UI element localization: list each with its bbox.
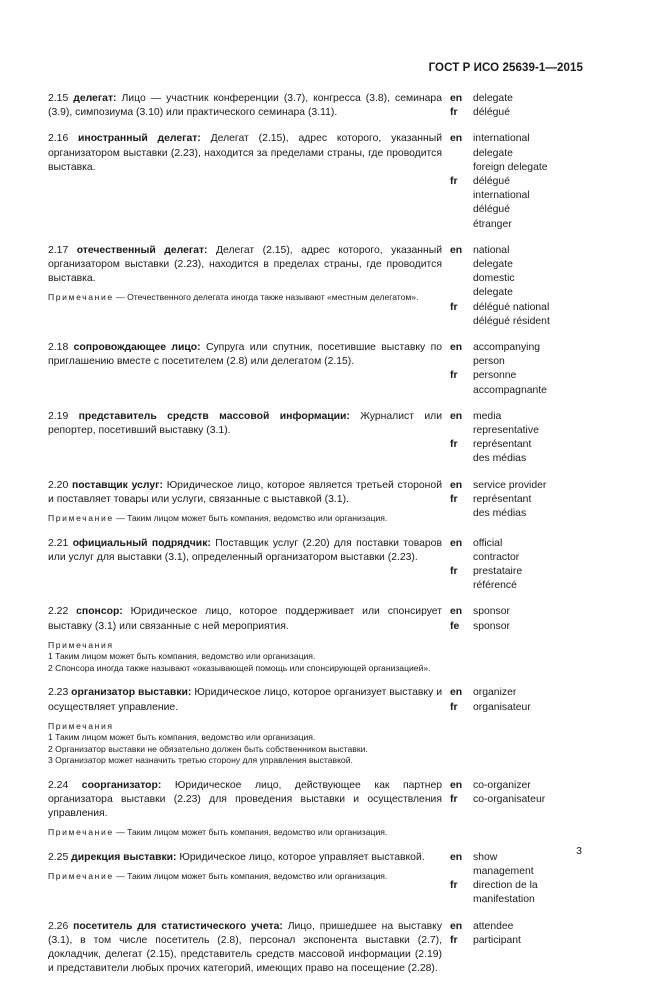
foreign-equivalents: [450, 686, 550, 766]
term-name: соорганизатор:: [81, 779, 162, 791]
foreign-terms: [473, 92, 550, 106]
language-row: [450, 92, 550, 106]
foreign-term: participant: [473, 934, 521, 946]
term-definition-block: [48, 410, 442, 467]
term-definition: Делегат (2.15), адрес которого, указанный организатором выставки (2.23), находится в пределах страны, где проводится выставка.: [48, 244, 443, 285]
language-code: en: [450, 133, 463, 145]
language-row: [450, 537, 550, 565]
definition-paragraph: [48, 92, 442, 120]
language-code: en: [450, 851, 463, 863]
foreign-term: délégué international: [473, 176, 530, 202]
foreign-term: accompanying person: [473, 342, 541, 368]
definition-paragraph: [48, 537, 442, 565]
foreign-term: service provider: [473, 479, 547, 491]
foreign-term: délégué: [473, 107, 510, 119]
term-definition: Поставщик услуг (2.20) для поставки товаров или услуг для выставки (3.1), определенный организатором выставки (2.23).: [48, 537, 442, 563]
notes-label: Примечания: [48, 720, 114, 731]
note-label: Примечание: [48, 827, 114, 838]
term-name: официальный подрядчик:: [72, 537, 211, 549]
term-definition-block: [48, 479, 442, 525]
term-definition-block: [48, 341, 442, 398]
language-row: [450, 879, 550, 907]
term-entries: [48, 92, 588, 988]
note-item: 2 Организатор выставки не обязательно должен быть собственником выставки.: [48, 743, 368, 754]
definition-paragraph: [48, 851, 442, 865]
term-name: дирекция выставки:: [71, 851, 177, 863]
note-label: Примечание: [48, 871, 114, 882]
term-definition: Журналист или репортер, посетивший выставку (3.1).: [48, 410, 443, 437]
foreign-terms: [473, 438, 550, 466]
term-definition: Юридическое лицо, которое управляет выставкой.: [179, 851, 425, 863]
language-code: fr: [450, 176, 458, 188]
definition-paragraph: [48, 920, 442, 977]
language-code: fr: [450, 701, 458, 713]
term-definition-block: [48, 605, 442, 674]
language-code: en: [450, 537, 463, 549]
foreign-terms: [473, 479, 550, 493]
term-number: 2.18: [48, 342, 69, 354]
term-name: спонсор:: [76, 606, 123, 618]
term-definition-block: [48, 686, 442, 766]
language-code: fr: [450, 793, 458, 805]
foreign-terms: [473, 851, 550, 879]
term-name: организатор выставки:: [71, 687, 192, 699]
foreign-equivalents: [450, 410, 550, 467]
note: [48, 827, 442, 839]
foreign-term: organizer: [473, 687, 517, 699]
foreign-term: délégué étranger: [473, 204, 512, 230]
note-label: Примечание: [48, 292, 114, 303]
foreign-terms: [473, 565, 550, 593]
definition-paragraph: [48, 779, 442, 822]
language-row: [450, 369, 550, 397]
definition-paragraph: [48, 686, 442, 714]
foreign-term: organisateur: [473, 701, 531, 713]
foreign-term: sponsor: [473, 606, 510, 618]
definition-paragraph: [48, 132, 442, 175]
definition-paragraph: [48, 479, 442, 507]
term-entry: [48, 851, 588, 908]
note-label: Примечание: [48, 513, 114, 524]
term-number: 2.17: [48, 244, 69, 256]
term-name: отечественный делегат:: [76, 244, 208, 256]
foreign-term: show management: [473, 851, 534, 878]
term-definition-block: [48, 537, 442, 594]
term-number: 2.25: [48, 851, 69, 863]
foreign-terms: [473, 301, 550, 329]
term-definition-block: [48, 92, 442, 120]
foreign-equivalents: [450, 244, 550, 329]
foreign-terms: [473, 493, 550, 521]
notes: [48, 640, 442, 675]
language-row: [450, 701, 550, 715]
standard-header: ГОСТ Р ИСО 25639-1—2015: [428, 62, 583, 74]
language-row: [450, 244, 550, 301]
note-text: — Отечественного делегата иногда также называют «местным делегатом».: [113, 292, 419, 303]
language-row: [450, 341, 550, 369]
foreign-term: national delegate: [473, 244, 513, 271]
language-code: en: [450, 93, 463, 104]
foreign-terms: [473, 244, 550, 301]
term-entry: [48, 132, 588, 231]
term-number: 2.21: [48, 537, 69, 549]
foreign-term: délégué national: [473, 301, 550, 313]
language-row: [450, 565, 550, 593]
foreign-terms: [473, 410, 550, 438]
language-row: [450, 493, 550, 521]
language-row: [450, 920, 550, 934]
foreign-terms: [473, 537, 550, 565]
foreign-term: attendee: [473, 920, 514, 932]
term-definition: Юридическое лицо, которое является третьей стороной и поставляет товары или услуги, связанные с выставкой (3.1).: [48, 479, 443, 505]
foreign-terms: [473, 341, 550, 369]
language-row: [450, 106, 550, 120]
language-row: [450, 779, 550, 793]
language-row: [450, 620, 550, 634]
foreign-term: sponsor: [473, 620, 510, 632]
foreign-equivalents: [450, 779, 550, 839]
foreign-terms: [473, 686, 550, 700]
language-row: [450, 438, 550, 466]
foreign-terms: [473, 879, 550, 907]
term-entry: [48, 686, 588, 766]
language-row: [450, 793, 550, 807]
term-number: 2.23: [48, 687, 69, 699]
definition-paragraph: [48, 341, 442, 369]
term-number: 2.26: [48, 920, 69, 932]
note-item: 1 Таким лицом может быть компания, ведомство или организация.: [48, 732, 316, 743]
term-definition-block: [48, 779, 442, 839]
foreign-equivalents: [450, 537, 550, 594]
foreign-equivalents: [450, 132, 550, 231]
term-name: сопровождающее лицо:: [73, 342, 201, 354]
language-code: fr: [450, 301, 458, 313]
foreign-terms: [473, 920, 550, 934]
term-definition-block: [48, 920, 442, 977]
foreign-term: représentant des médias: [473, 493, 532, 520]
note-text: — Таким лицом может быть компания, ведомство или организация.: [113, 827, 388, 838]
foreign-equivalents: [450, 341, 550, 398]
term-number: 2.15: [48, 93, 69, 104]
language-code: fr: [450, 565, 458, 577]
foreign-term: official contractor: [473, 537, 520, 563]
term-definition-block: [48, 851, 442, 908]
language-row: [450, 479, 550, 493]
term-definition: Супруга или спутник, посетившие выставку по приглашению вместе с посетителем (2.8) или делегатом (2.15).: [48, 342, 442, 368]
term-entry: [48, 341, 588, 398]
language-code: fr: [450, 370, 458, 382]
language-row: [450, 934, 550, 948]
notes: [48, 721, 442, 767]
language-row: [450, 301, 550, 329]
language-code: en: [450, 606, 463, 618]
language-row: [450, 605, 550, 619]
language-code: en: [450, 479, 463, 491]
foreign-terms: [473, 793, 550, 807]
language-row: [450, 175, 550, 232]
language-code: fr: [450, 880, 458, 892]
foreign-terms: [473, 175, 550, 232]
language-code: en: [450, 687, 463, 699]
term-definition: Юридическое лицо, действующее как партнер организатора выставки (2.23) для проведения выставки и осуществления управления.: [48, 779, 443, 820]
term-name: иностранный делегат:: [78, 133, 201, 145]
foreign-terms: [473, 605, 550, 619]
foreign-equivalents: [450, 605, 550, 674]
term-entry: [48, 244, 588, 329]
language-code: fe: [450, 620, 460, 632]
term-entry: [48, 92, 588, 120]
term-definition-block: [48, 132, 442, 231]
term-entry: [48, 920, 588, 977]
term-name: поставщик услуг:: [71, 479, 163, 491]
foreign-term: représentant des médias: [473, 439, 532, 465]
language-code: fr: [450, 107, 458, 119]
term-definition: Делегат (2.15), адрес которого, указанный организатором выставки (2.23), находится за пределами страны, где проводится выставка.: [48, 133, 443, 173]
foreign-terms: [473, 106, 550, 120]
foreign-term: delegate: [473, 93, 513, 104]
term-number: 2.20: [48, 479, 69, 491]
language-code: en: [450, 244, 463, 256]
note-item: 1 Таким лицом может быть компания, ведомство или организация.: [48, 651, 316, 662]
foreign-equivalents: [450, 479, 550, 525]
language-code: en: [450, 779, 463, 791]
foreign-equivalents: [450, 92, 550, 120]
page-number: 3: [576, 845, 582, 857]
term-name: делегат:: [73, 93, 117, 104]
foreign-terms: [473, 132, 550, 175]
term-entry: [48, 605, 588, 674]
foreign-equivalents: [450, 851, 550, 908]
term-number: 2.16: [48, 133, 69, 145]
language-code: en: [450, 920, 463, 932]
note-item: 2 Спонсора иногда также называют «оказывающей помощь или спонсирующей организацией».: [48, 662, 431, 673]
foreign-term: co-organizer: [473, 779, 531, 791]
language-code: fr: [450, 934, 458, 946]
language-code: fr: [450, 493, 458, 505]
term-definition: Лицо — участник конференции (3.7), конгресса (3.8), семинара (3.9), симпозиума (3.10) или практического семинара (3.11).: [48, 93, 442, 119]
term-number: 2.19: [48, 410, 69, 422]
term-entry: [48, 537, 588, 594]
note: [48, 871, 442, 883]
note-text: — Таким лицом может быть компания, ведомство или организация.: [113, 871, 388, 882]
term-definition: Юридическое лицо, которое организует выставку и осуществляет управление.: [48, 687, 442, 713]
note: [48, 513, 442, 525]
definition-paragraph: [48, 410, 442, 438]
foreign-term: co-organisateur: [473, 793, 546, 805]
foreign-terms: [473, 369, 550, 397]
foreign-term: délégué résident: [473, 315, 550, 327]
term-entry: [48, 479, 588, 525]
language-code: en: [450, 410, 463, 422]
language-row: [450, 851, 550, 879]
foreign-term: international delegate: [473, 133, 530, 159]
foreign-term: direction de la manifestation: [473, 880, 538, 906]
definition-paragraph: [48, 605, 442, 633]
foreign-equivalents: [450, 920, 550, 977]
term-definition: Юридическое лицо, которое поддерживает или спонсирует выставку (3.1) или связанные с ней мероприятия.: [48, 606, 442, 632]
term-entry: [48, 779, 588, 839]
foreign-terms: [473, 701, 550, 715]
language-row: [450, 132, 550, 175]
foreign-terms: [473, 779, 550, 793]
foreign-terms: [473, 620, 550, 634]
note-text: — Таким лицом может быть компания, ведомство или организация.: [113, 513, 388, 524]
foreign-term: personne accompagnante: [473, 370, 547, 396]
note: [48, 292, 442, 304]
language-row: [450, 686, 550, 700]
definition-paragraph: [48, 244, 442, 287]
term-definition-block: [48, 244, 442, 329]
language-row: [450, 410, 550, 438]
term-name: представитель средств массовой информации:: [78, 410, 350, 422]
term-name: посетитель для статистического учета:: [73, 920, 283, 932]
term-entry: [48, 410, 588, 467]
notes-label: Примечания: [48, 639, 114, 650]
foreign-term: foreign delegate: [473, 161, 548, 173]
language-code: fr: [450, 439, 458, 451]
foreign-term: media representative: [473, 410, 539, 437]
term-number: 2.22: [48, 606, 69, 618]
foreign-terms: [473, 934, 550, 948]
foreign-term: domestic delegate: [473, 273, 515, 299]
foreign-term: prestataire référencé: [473, 565, 523, 592]
term-number: 2.24: [48, 779, 69, 791]
term-definition: Лицо, пришедшее на выставку (3.1), в том числе посетитель (2.8), персонал экспонента выставки (2.7), докладчик, делегат (2.15), представитель средств массовой информации (2.19) и представители любых прочих категорий, имеющих право на посещение (2.28).: [48, 920, 443, 975]
language-code: en: [450, 342, 463, 354]
note-item: 3 Организатор может назначить третью сторону для управления выставкой.: [48, 755, 353, 766]
